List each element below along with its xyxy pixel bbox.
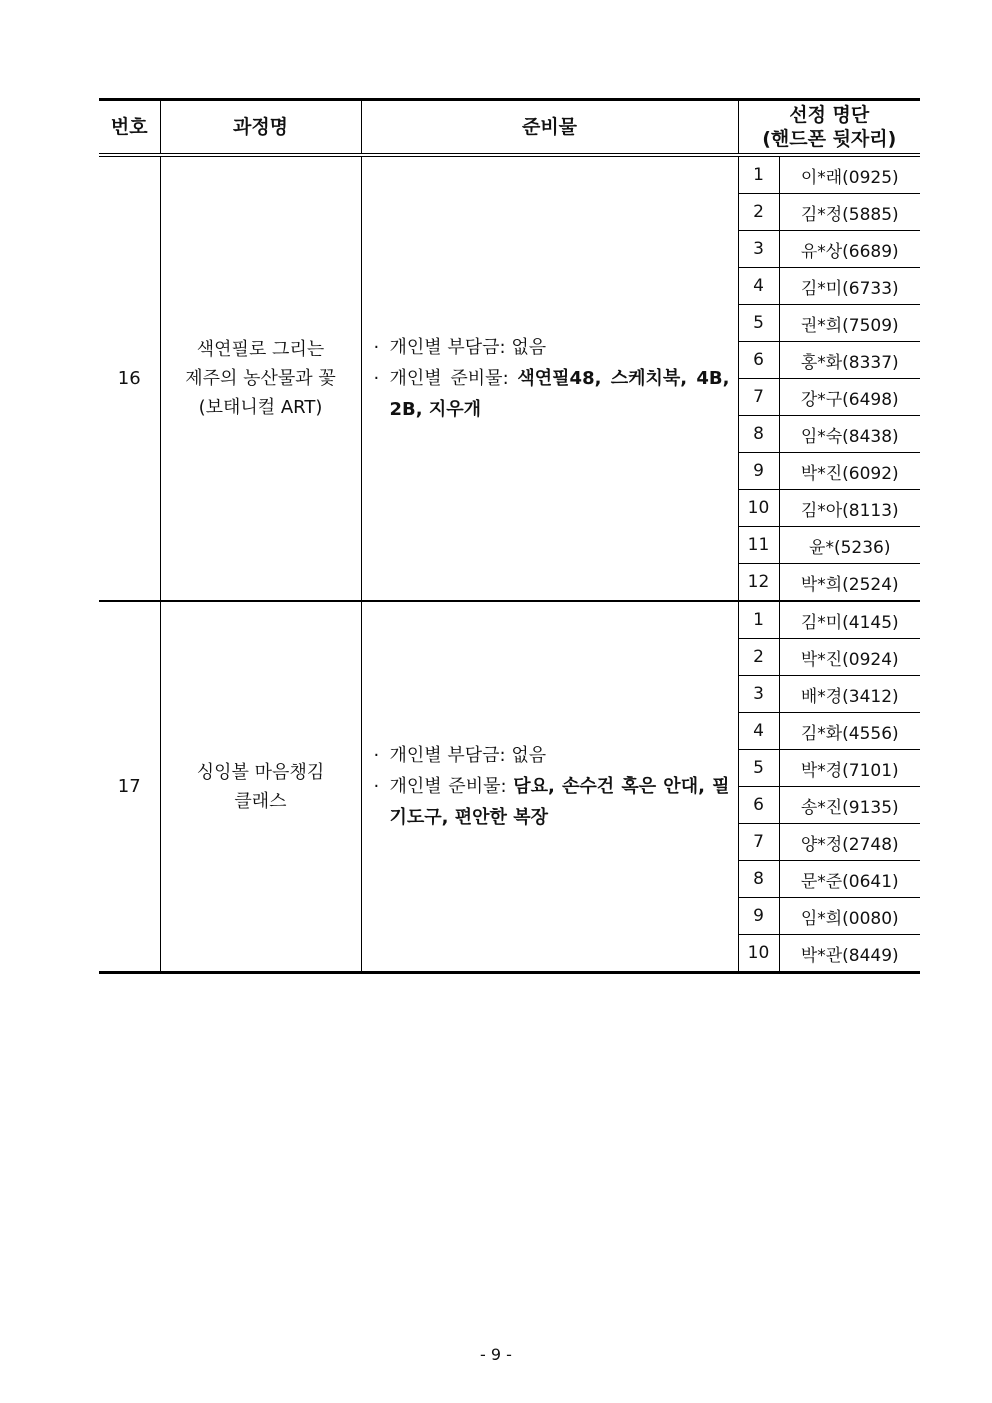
person-name: 김*아(8113) (779, 490, 920, 527)
prep-label: 개인별 준비물: (389, 368, 518, 389)
course-number: 16 (99, 155, 160, 601)
header-number: 번호 (99, 100, 160, 156)
course-name-line: 제주의 농산물과 꽃 (185, 368, 336, 389)
person-name: 권*희(7509) (779, 305, 920, 342)
fee-line (374, 740, 730, 771)
person-index: 2 (738, 194, 779, 231)
header-selected-title: 선정 명단 (789, 104, 870, 126)
course-name-line: 싱잉볼 마음챙김 (196, 761, 325, 783)
person-name: 문*준(0641) (779, 861, 920, 898)
person-name: 김*화(4556) (779, 713, 920, 750)
person-index: 5 (738, 305, 779, 342)
person-name: 양*정(2748) (779, 824, 920, 861)
bullet-icon: · (373, 776, 380, 797)
person-name: 박*경(7101) (779, 750, 920, 787)
prep-line (374, 363, 730, 425)
person-name: 윤*(5236) (779, 527, 920, 564)
fee-line (374, 332, 730, 363)
person-index: 7 (738, 824, 779, 861)
header-supplies: 준비물 (361, 100, 738, 156)
person-name: 배*경(3412) (779, 676, 920, 713)
header-row (99, 100, 920, 156)
person-index: 3 (738, 231, 779, 268)
person-name: 박*희(2524) (779, 564, 920, 602)
page-number: - 9 - (480, 1345, 512, 1364)
person-name: 박*관(8449) (779, 935, 920, 973)
prep-items: 담요, 손수건 혹은 안대, 필기도구, 편안한 복장 (389, 776, 730, 828)
person-index: 12 (738, 564, 779, 602)
header-selected (738, 100, 920, 156)
header-course: 과정명 (160, 100, 361, 156)
fee-text: 개인별 부담금: 없음 (389, 337, 547, 358)
person-index: 10 (738, 490, 779, 527)
person-index: 10 (738, 935, 779, 973)
table-row (99, 155, 920, 194)
person-index: 6 (738, 342, 779, 379)
person-name: 김*정(5885) (779, 194, 920, 231)
bullet-icon: · (373, 745, 380, 766)
person-index: 5 (738, 750, 779, 787)
person-name: 김*미(4145) (779, 601, 920, 639)
person-index: 9 (738, 898, 779, 935)
person-name: 강*구(6498) (779, 379, 920, 416)
person-name: 임*희(0080) (779, 898, 920, 935)
person-index: 4 (738, 268, 779, 305)
fee-text: 개인별 부담금: 없음 (389, 745, 547, 766)
course-name-line: 클래스 (234, 790, 287, 812)
table-row (99, 601, 920, 639)
person-name: 송*진(9135) (779, 787, 920, 824)
prep-line (374, 771, 730, 833)
person-name: 홍*화(8337) (779, 342, 920, 379)
person-name: 임*숙(8438) (779, 416, 920, 453)
person-index: 11 (738, 527, 779, 564)
person-index: 1 (738, 155, 779, 194)
person-name: 박*진(0924) (779, 639, 920, 676)
header-selected-sub: (핸드폰 뒷자리) (762, 128, 897, 150)
supplies-cell (361, 155, 738, 601)
person-index: 7 (738, 379, 779, 416)
person-index: 1 (738, 601, 779, 639)
person-index: 9 (738, 453, 779, 490)
bullet-icon: · (373, 337, 380, 358)
course-number: 17 (99, 601, 160, 973)
person-index: 2 (738, 639, 779, 676)
bullet-icon: · (373, 368, 380, 389)
selection-table (99, 98, 920, 974)
person-index: 3 (738, 676, 779, 713)
person-index: 6 (738, 787, 779, 824)
person-name: 유*상(6689) (779, 231, 920, 268)
table-body (99, 155, 920, 973)
person-index: 8 (738, 861, 779, 898)
course-name (160, 601, 361, 973)
person-name: 박*진(6092) (779, 453, 920, 490)
person-index: 4 (738, 713, 779, 750)
prep-items: 색연필48, 스케치북, 4B, 2B, 지우개 (389, 368, 730, 420)
supplies-cell (361, 601, 738, 973)
course-name-line: (보태니컬 ART) (198, 397, 323, 418)
course-name (160, 155, 361, 601)
prep-label: 개인별 준비물: (389, 776, 514, 797)
person-name: 이*래(0925) (779, 155, 920, 194)
course-name-line: 색연필로 그리는 (196, 339, 325, 360)
person-index: 8 (738, 416, 779, 453)
person-name: 김*미(6733) (779, 268, 920, 305)
